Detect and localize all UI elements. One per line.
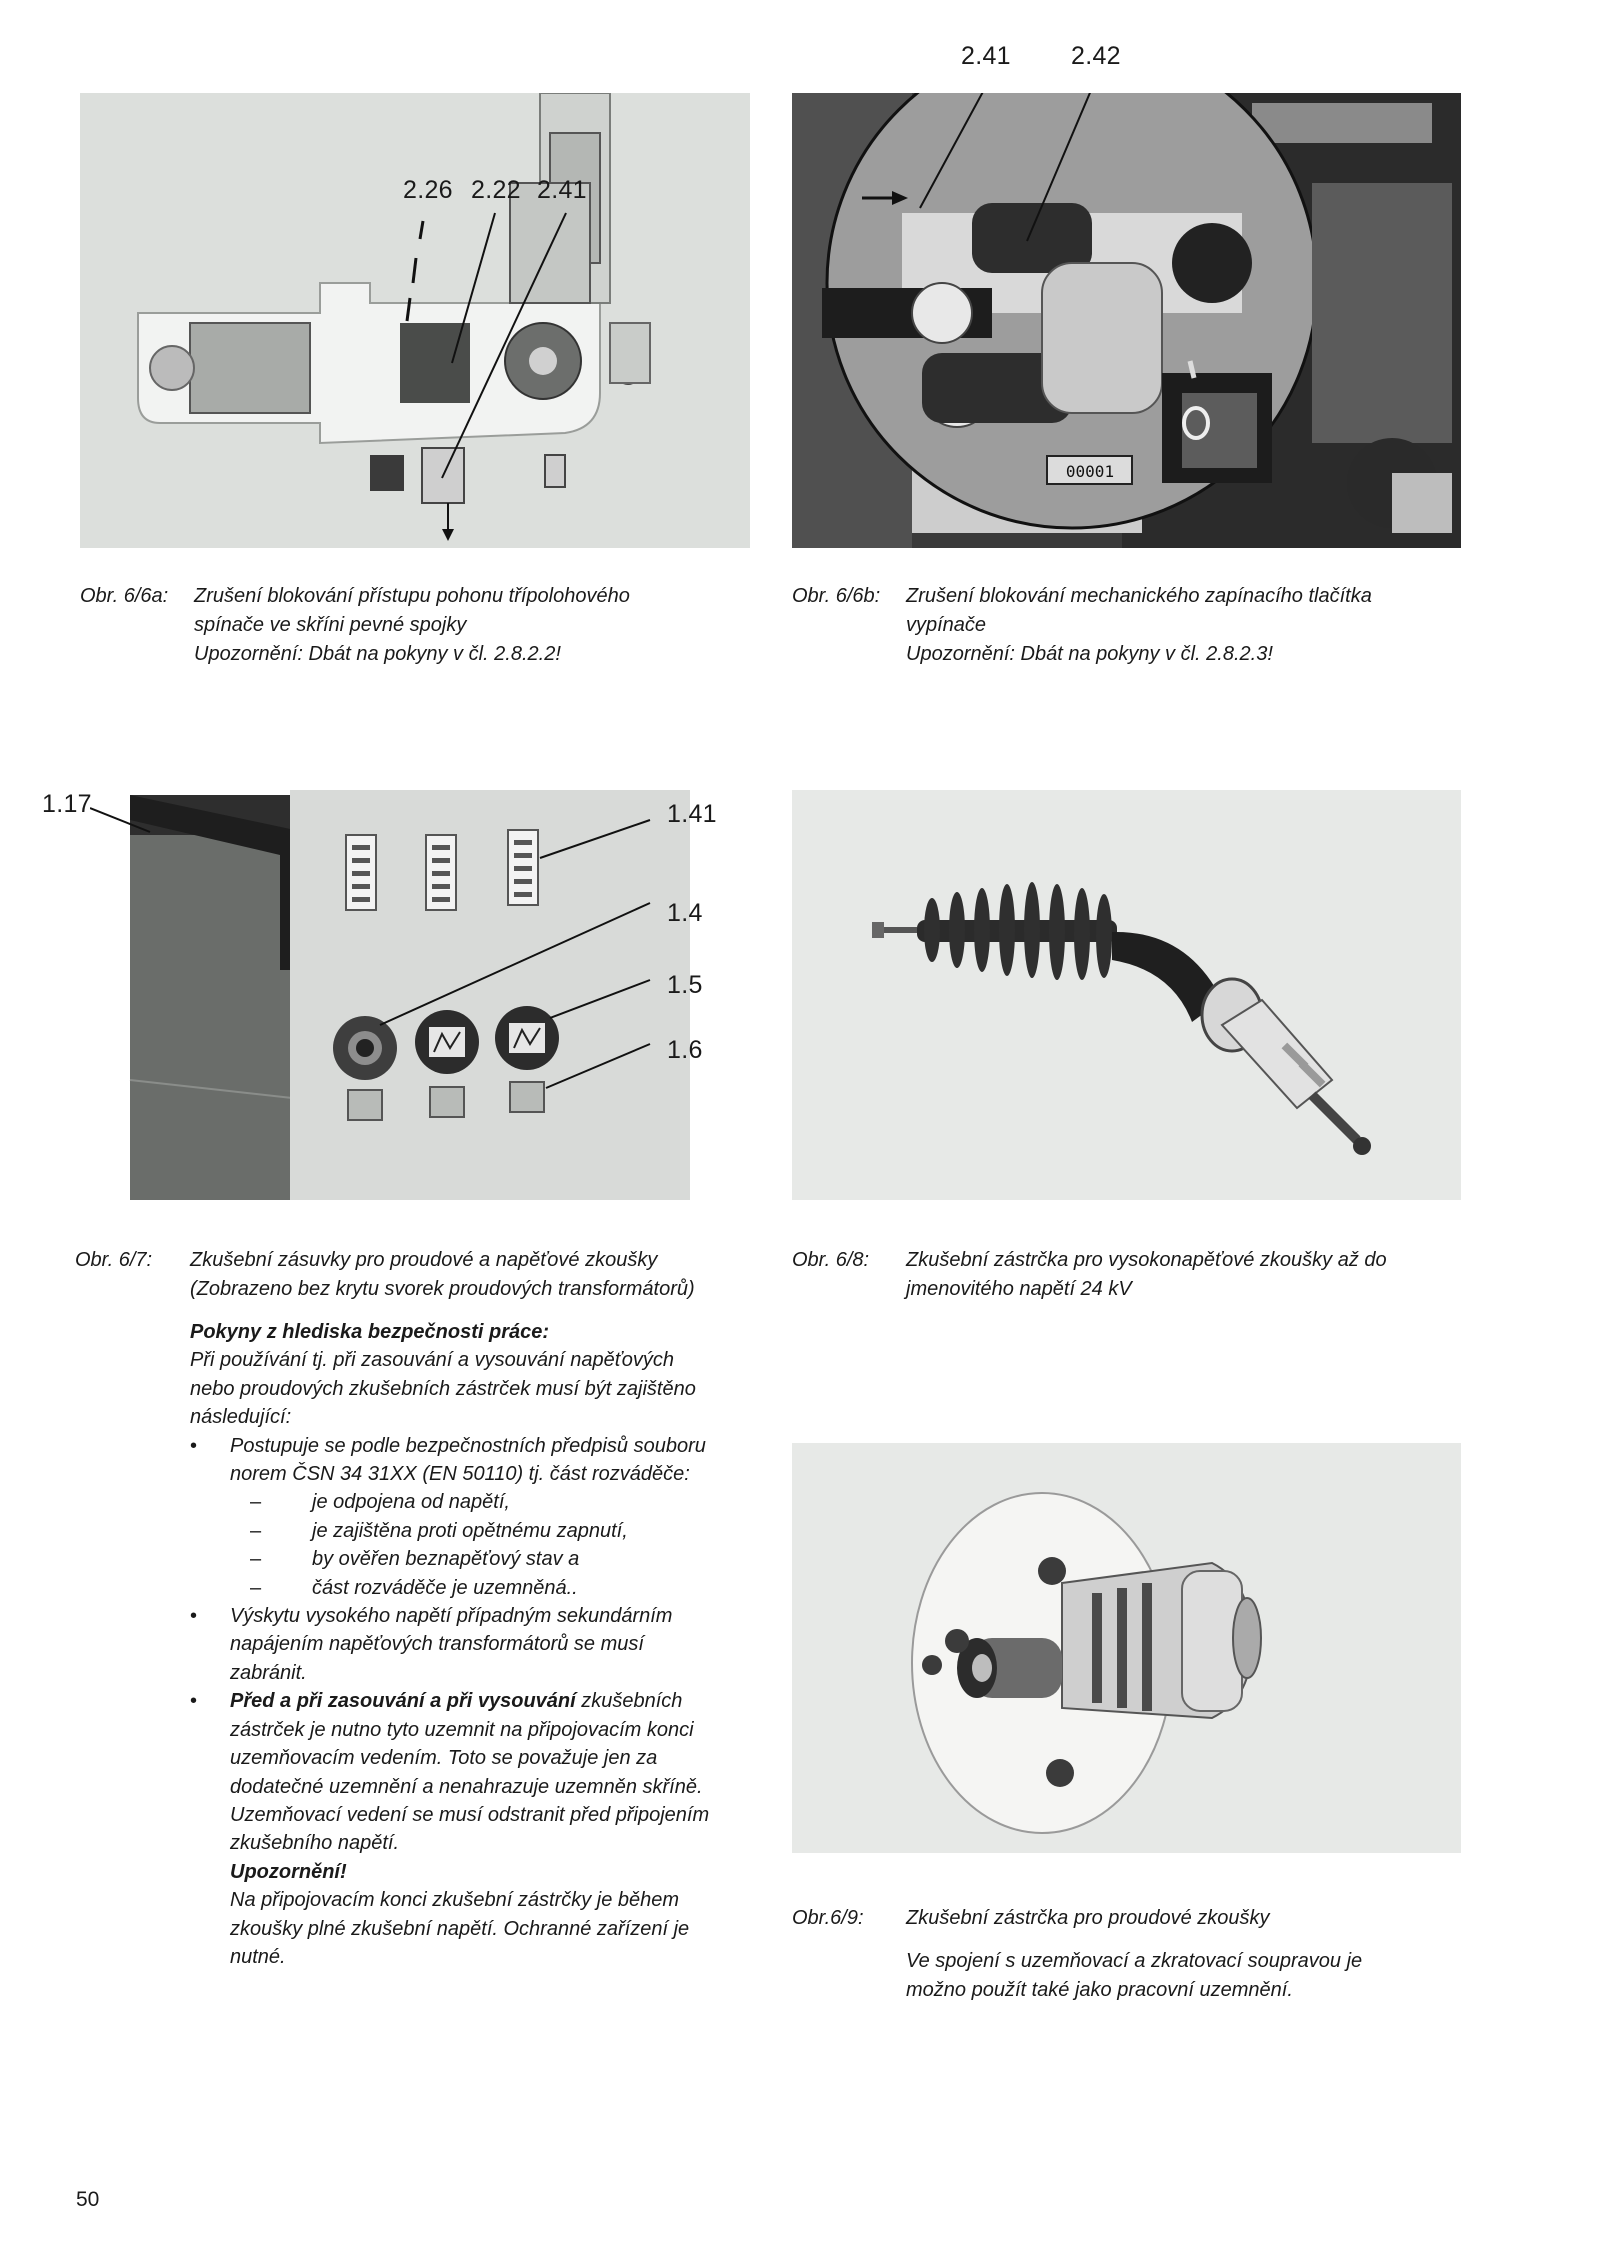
caption-line: Upozornění: Dbát na pokyny v čl. 2.8.2.2!	[194, 643, 561, 665]
safety-intro-line: následující:	[190, 1406, 292, 1429]
callout-2-41-a: 2.41	[537, 176, 587, 204]
caption-6-6a	[80, 582, 750, 672]
caption-note-line: možno použít také jako pracovní uzemnění.	[906, 1979, 1293, 2001]
caption-line: vypínače	[906, 614, 987, 636]
caption-number: Obr. 6/6b:	[792, 585, 881, 607]
caption-line: Zrušení blokování přístupu pohonu třípolohového	[194, 585, 630, 607]
caption-line: (Zobrazeno bez krytu svorek proudových transformátorů)	[190, 1278, 695, 1300]
callout-2-42: 2.42	[1071, 42, 1121, 70]
caption-6-8	[792, 1246, 1460, 1306]
figure-6-9-image	[792, 1443, 1461, 1853]
figure-6-7-image	[90, 790, 750, 1205]
safety-bullet-cont: zástrček je nutno tyto uzemnit na připojovacím konci	[230, 1718, 694, 1741]
caption-line: Zkušební zástrčka pro vysokonapěťové zkoušky až do	[906, 1249, 1387, 1271]
callout-2-22: 2.22	[471, 176, 521, 204]
caption-line: Zrušení blokování mechanického zapínacího tlačítka	[906, 585, 1372, 607]
safety-warning-heading: Upozornění!	[230, 1860, 347, 1883]
safety-warning-line: nutné.	[230, 1945, 286, 1968]
caption-number: Obr.6/9:	[792, 1907, 864, 1929]
callout-1-4: 1.4	[667, 899, 703, 927]
safety-bullet-cont: zkušebního napětí.	[230, 1832, 400, 1855]
safety-bullet-cont: norem ČSN 34 31XX (EN 50110) tj. část rozváděče:	[230, 1463, 690, 1486]
caption-6-6b	[792, 582, 1460, 672]
safety-dash-item: – je odpojena od napětí,	[190, 1488, 750, 1516]
callout-2-41-b: 2.41	[961, 42, 1011, 70]
safety-bullet-cont: uzemňovacím vedením. Toto se považuje jen za	[230, 1747, 658, 1770]
caption-6-9	[792, 1904, 1460, 2024]
safety-bullet-bold: Před a při zasouvání a při vysouvání	[230, 1690, 576, 1713]
safety-bullet-cont: zabránit.	[230, 1661, 307, 1684]
safety-bullet-rest: zkušebních	[575, 1690, 683, 1713]
caption-number: Obr. 6/8:	[792, 1249, 870, 1271]
figure-6-6b-image	[792, 93, 1461, 548]
callout-1-17: 1.17	[42, 790, 92, 818]
callout-1-6: 1.6	[667, 1036, 703, 1064]
safety-bullet: • Postupuje se podle bezpečnostních předpisů souboru	[190, 1432, 750, 1460]
safety-instructions	[190, 1318, 750, 1971]
safety-dash-item: – část rozváděče je uzemněná..	[190, 1574, 750, 1602]
caption-note-line: Ve spojení s uzemňovací a zkratovací soupravou je	[906, 1950, 1363, 1972]
caption-6-7	[75, 1246, 750, 1306]
caption-line: Upozornění: Dbát na pokyny v čl. 2.8.2.3!	[906, 643, 1273, 665]
figure-6-8-image	[792, 790, 1461, 1200]
callout-1-41: 1.41	[667, 800, 717, 828]
safety-bullet-cont: dodatečné uzemnění a nenahrazuje uzemněn skříně.	[230, 1775, 703, 1798]
page-number: 50	[76, 2188, 100, 2211]
callout-1-5: 1.5	[667, 971, 703, 999]
safety-heading: Pokyny z hlediska bezpečnosti práce:	[190, 1321, 550, 1343]
safety-bullet: • Výskytu vysokého napětí případným sekundárním	[190, 1602, 750, 1630]
caption-number: Obr. 6/6a:	[80, 585, 169, 607]
figure-6-6a-image	[80, 93, 750, 548]
counter-display: 00001	[1065, 462, 1115, 481]
caption-number: Obr. 6/7:	[75, 1249, 153, 1271]
safety-bullet	[190, 1687, 750, 1715]
safety-bullet-cont: Uzemňovací vedení se musí odstranit před připojením	[230, 1803, 710, 1826]
caption-line: Zkušební zásuvky pro proudové a napěťové zkoušky	[190, 1249, 658, 1271]
safety-warning-line: zkoušky plné zkušební napětí. Ochranné zařízení je	[230, 1917, 690, 1940]
safety-dash-item: – je zajištěna proti opětnému zapnutí,	[190, 1517, 750, 1545]
callout-2-26: 2.26	[403, 176, 453, 204]
safety-intro-line: Při používání tj. při zasouvání a vysouvání napěťových	[190, 1349, 675, 1372]
safety-bullet-cont: napájením napěťových transformátorů se musí	[230, 1633, 644, 1656]
safety-intro-line: nebo proudových zkušebních zástrček musí být zajištěno	[190, 1377, 696, 1400]
caption-line: Zkušební zástrčka pro proudové zkoušky	[906, 1907, 1270, 1929]
safety-warning-line: Na připojovacím konci zkušební zástrčky je během	[230, 1889, 680, 1912]
caption-line: spínače ve skříni pevné spojky	[194, 614, 467, 636]
caption-line: jmenovitého napětí 24 kV	[906, 1278, 1132, 1300]
safety-dash-item: – by ověřen beznapěťový stav a	[190, 1545, 750, 1573]
